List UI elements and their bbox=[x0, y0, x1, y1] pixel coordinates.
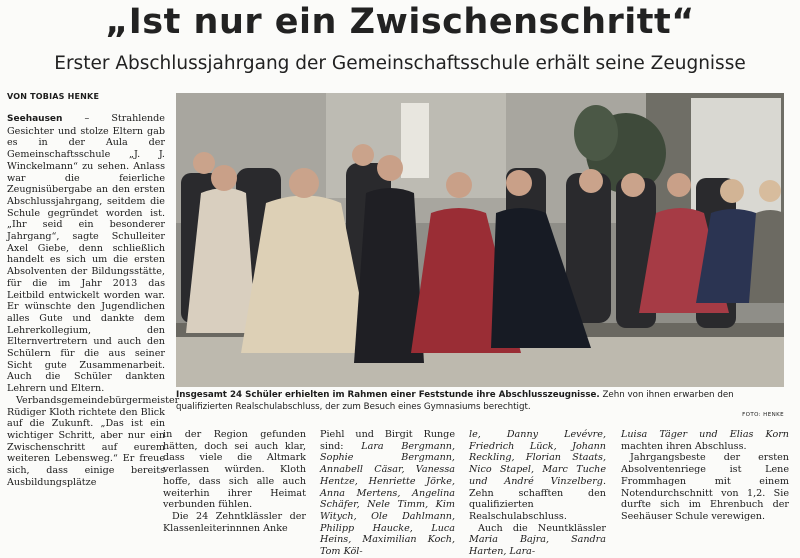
byline: VON TOBIAS HENKE bbox=[7, 92, 100, 101]
lead-paragraph bbox=[7, 113, 165, 395]
article-bottom-columns bbox=[7, 429, 792, 558]
lead-text: – Strahlende Gesichter und stolze Eltern gab es in der Aula der Gemeinschaftsschule „J. J. Winckelmann“ zu sehen. Anlass war die feierliche Zeugnisübergabe an den ersten Abschlussjahrgang, seitdem die Schule gegründet worden ist. „Ihr seid ein besonderer Jahrgang“, sagte Schulleiter Axel Giebe, denn schließlich handelt es sich um die ersten Absolventen der Bildungsstätte, für die im Jahr 2013 das Leitbild entwickelt worden war. Er wünschte den Jugendlichen alles Gute und dankte dem Lehrerkollegium, den Elternvertretern und auch den Schülern für die aus seiner Sicht gute Zusammenarbeit. Auch die Schüler dankten Lehrern und Eltern. bbox=[7, 113, 165, 395]
article-column-2 bbox=[163, 429, 306, 534]
paragraph bbox=[469, 523, 606, 558]
article-headline: „Ist nur ein Zwischenschritt“ bbox=[105, 2, 695, 42]
graduate-names: Lara Bergmann, Sophie Bergmann, Annabell Cäsar, Vanessa Hentze, Henriette Jörke, Anna Mertens, Angelina Schäfer, Nele Timm, Kim Witych, Ole Dahlmann, Philipp Haucke, Luca Heins, Maximilian Koch, Tom Köl- bbox=[320, 440, 455, 558]
paragraph: in der Region gefunden hätten, doch sei auch klar, dass viele die Altmark verlassen würden. Kloth hoffe, dass sich alle auch weiterhin ihrer Heimat verbunden fühlen. bbox=[163, 429, 306, 511]
paragraph: Jahrgangsbeste der ersten Absolventenriege ist Lene Frommhagen mit einem Notendurchschnitt von 1,2. Sie durfte sich im Ehrenbuch der Seehäuser Schule verewigen. bbox=[621, 452, 789, 522]
names-intro: Piehl und Birgit Runge sind: bbox=[320, 429, 455, 452]
caption-text: Zehn von ihnen erwarben den qualifizierten Realschulabschluss, der zum Besuch eines Gymnasiums berechtigt. bbox=[176, 390, 734, 412]
article-column-5 bbox=[621, 429, 789, 523]
paragraph bbox=[469, 429, 606, 523]
paragraph-text: machten ihren Abschluss. bbox=[621, 440, 747, 452]
paragraph: Verbandsgemeindebürgermeister Rüdiger Kloth richtete den Blick auf die Zukunft. „Das ist ein wichtiger Schritt, aber nur ein Zwischenschritt auf eurem weiteren Lebensweg.“ Er freue sich, dass einige bereits Ausbildungsplätze bbox=[7, 394, 180, 488]
ceremony-photo bbox=[176, 93, 784, 387]
photo-caption bbox=[176, 390, 784, 413]
article-column-4 bbox=[469, 429, 606, 558]
caption-bold: Insgesamt 24 Schüler erhielten im Rahmen einer Feststunde ihre Abschlusszeugnisse. bbox=[176, 390, 600, 400]
paragraph bbox=[320, 429, 455, 558]
paragraph-text: Auch die Neuntklässler bbox=[478, 522, 606, 534]
photo-illustration bbox=[176, 93, 784, 387]
article-subheadline: Erster Abschlussjahrgang der Gemeinschaftsschule erhält seine Zeugnisse bbox=[54, 53, 746, 74]
article-column-3 bbox=[320, 429, 455, 558]
paragraph bbox=[621, 429, 789, 452]
paragraph: Die 24 Zehntklässler der Klassenleiterinnnen Anke bbox=[163, 510, 306, 534]
dateline-location: Seehausen bbox=[7, 114, 63, 124]
graduate-names: le, Danny Levévre, Friedrich Lück, Johann Reckling, Florian Staats, Nico Stapel, Marc Tuche und André Vinzelberg. bbox=[469, 429, 606, 487]
graduate-names: Maria Bajra, Sandra Harten, Lara- bbox=[469, 534, 606, 558]
photo-credit: FOTO: HENKE bbox=[742, 412, 784, 418]
paragraph-text: Zehn schafften den qualifizierten Realschulabschluss. bbox=[469, 487, 606, 522]
graduate-names: Luisa Täger und Elias Korn bbox=[621, 429, 789, 440]
